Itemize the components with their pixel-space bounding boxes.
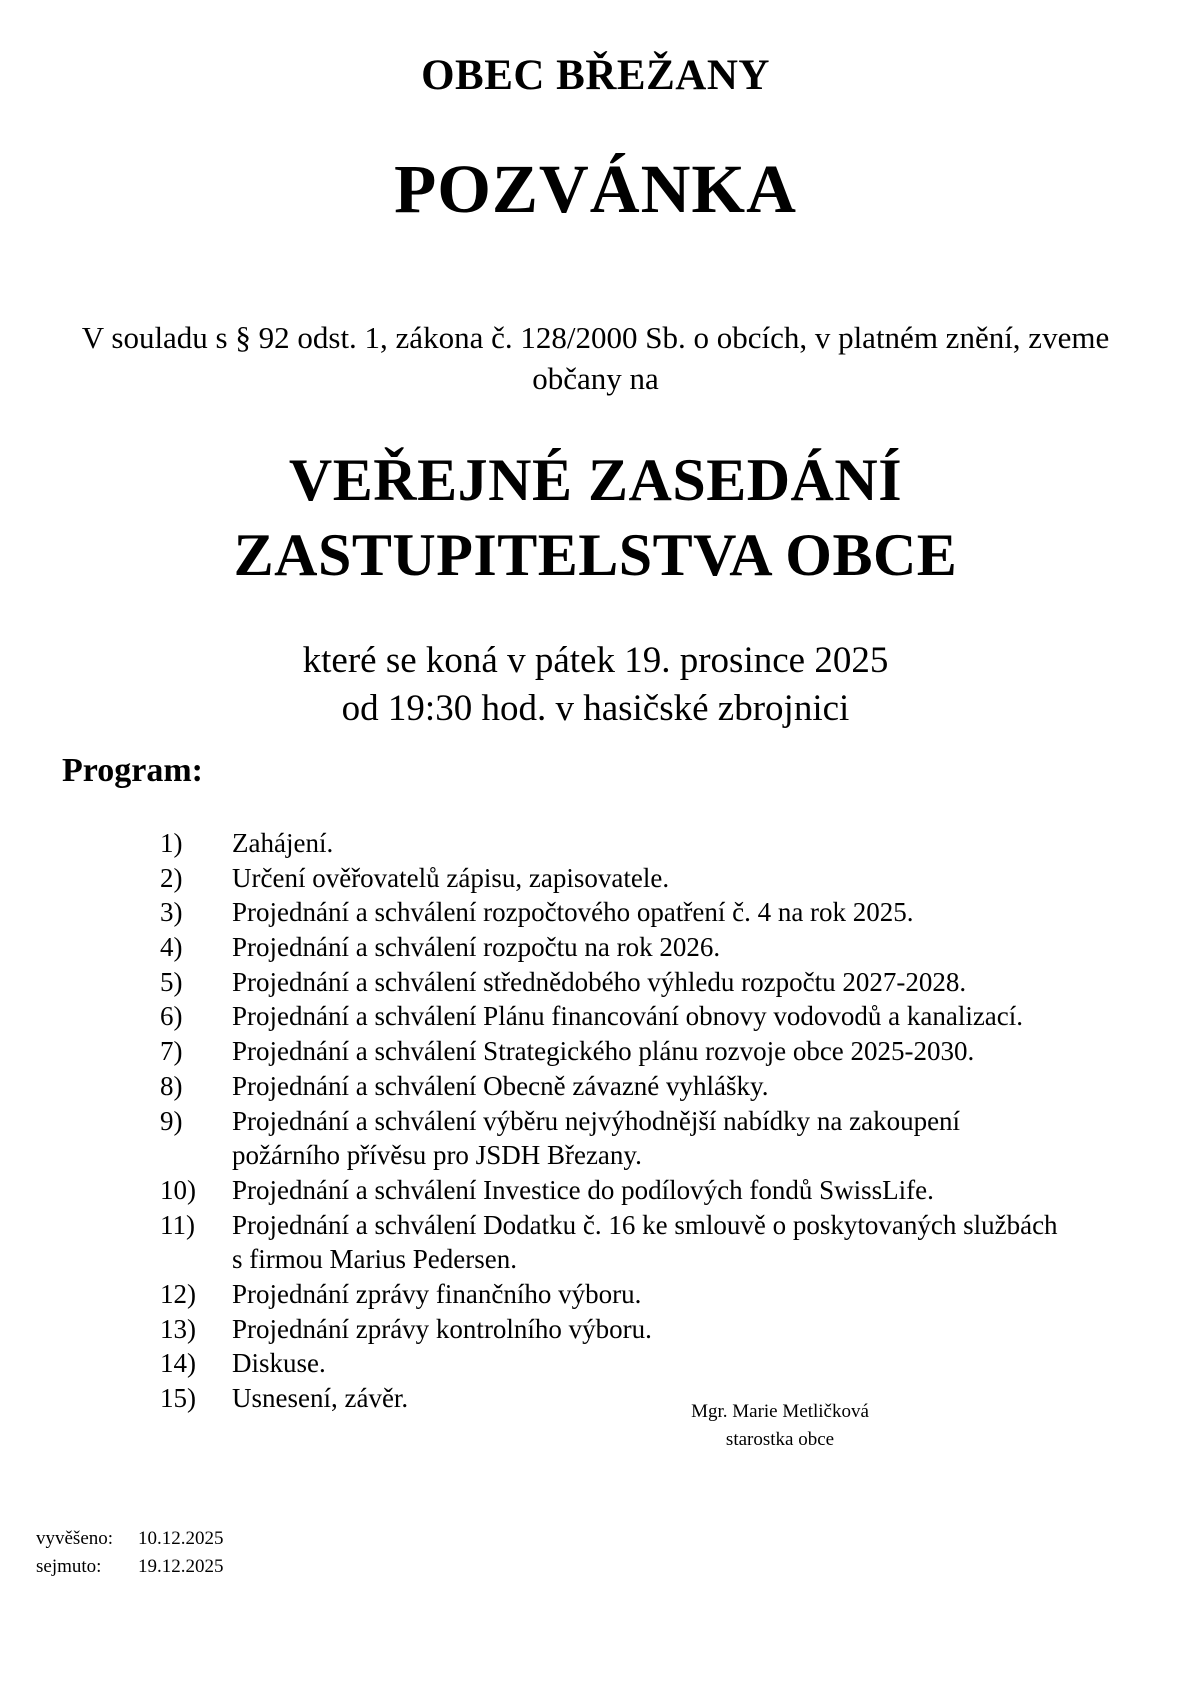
program-label: Program:	[62, 752, 203, 789]
signature-block	[560, 1398, 1000, 1453]
program-item	[160, 895, 1060, 930]
program-item	[160, 1277, 1060, 1312]
program-item-text: Projednání a schválení Plánu financování obnovy vodovodů a kanalizací.	[232, 1001, 1024, 1032]
program-item-number: 5)	[160, 966, 183, 997]
program-item-text: Projednání a schválení Strategického plánu rozvoje obce 2025-2030.	[232, 1036, 975, 1067]
posted-date: 10.12.2025	[138, 1528, 224, 1549]
program-list	[160, 826, 1060, 1416]
program-item	[160, 1173, 1060, 1208]
municipality-name: OBEC BŘEŽANY	[421, 52, 770, 99]
program-item-text: Projednání zprávy finančního výboru.	[232, 1278, 642, 1309]
program-item-number: 14)	[160, 1348, 196, 1379]
program-item-number: 7)	[160, 1036, 183, 1067]
program-item	[160, 1208, 1060, 1277]
program-item	[160, 999, 1060, 1034]
program-item-number: 9)	[160, 1105, 183, 1136]
posted-label: vyvěšeno:	[36, 1528, 114, 1549]
program-item-text: Určení ověřovatelů zápisu, zapisovatele.	[232, 862, 670, 893]
signatory-name: Mgr. Marie Metličková	[691, 1401, 869, 1422]
event-heading	[0, 443, 1191, 593]
program-item-number: 8)	[160, 1070, 183, 1101]
program-item-text: Projednání a schválení střednědobého výhledu rozpočtu 2027-2028.	[232, 966, 967, 997]
program-item-number: 12)	[160, 1278, 196, 1309]
program-item-text: Projednání a schválení Dodatku č. 16 ke smlouvě o poskytovaných službách s firmou Marius Pedersen.	[232, 1209, 1058, 1275]
removed-date: 19.12.2025	[138, 1555, 224, 1577]
program-item-number: 2)	[160, 862, 183, 893]
event-heading-line-2: ZASTUPITELSTVA OBCE	[233, 522, 958, 588]
program-item-text: Diskuse.	[232, 1348, 326, 1379]
program-item	[160, 1034, 1060, 1069]
legal-intro-paragraph: V souladu s § 92 odst. 1, zákona č. 128/2000 Sb. o obcích, v platném znění, zveme občany na	[81, 320, 1110, 396]
program-item	[160, 826, 1060, 861]
program-item	[160, 930, 1060, 965]
document-title: POZVÁNKA	[394, 151, 797, 227]
program-item-text: Projednání a schválení rozpočtového opatření č. 4 na rok 2025.	[232, 897, 914, 928]
program-item-text: Projednání a schválení výběru nejvýhodnější nabídky na zakoupení požárního přívěsu pro JSDH Březany.	[232, 1105, 961, 1171]
program-item-number: 6)	[160, 1001, 183, 1032]
posting-dates-footer	[36, 1525, 224, 1580]
program-item-text: Projednání a schválení Obecně závazné vyhlášky.	[232, 1070, 769, 1101]
event-datetime-location	[0, 637, 1191, 733]
event-date-line: které se koná v pátek 19. prosince 2025	[302, 640, 889, 681]
program-item-number: 4)	[160, 932, 183, 963]
program-item	[160, 1069, 1060, 1104]
removed-row	[36, 1553, 224, 1581]
program-item	[160, 1312, 1060, 1347]
event-heading-line-1: VEŘEJNÉ ZASEDÁNÍ	[288, 447, 903, 513]
program-item	[160, 1104, 1060, 1173]
program-item-text: Usnesení, závěr.	[232, 1383, 409, 1413]
program-item-number: 15)	[160, 1383, 196, 1413]
program-item-number: 10)	[160, 1174, 196, 1205]
program-item-number: 11)	[160, 1209, 195, 1240]
program-item	[160, 1346, 1060, 1381]
program-item	[160, 965, 1060, 1000]
program-item-text: Projednání a schválení Investice do podílových fondů SwissLife.	[232, 1174, 934, 1205]
removed-label: sejmuto:	[36, 1555, 102, 1577]
program-item-text: Zahájení.	[232, 828, 334, 858]
program-item-text: Projednání a schválení rozpočtu na rok 2026.	[232, 932, 721, 963]
program-item-number: 1)	[160, 828, 183, 858]
signatory-role: starostka obce	[725, 1428, 835, 1450]
posted-row	[36, 1525, 224, 1553]
program-item	[160, 861, 1060, 896]
program-item-number: 3)	[160, 897, 183, 928]
program-item-number: 13)	[160, 1313, 196, 1344]
event-time-venue-line: od 19:30 hod. v hasičské zbrojnici	[341, 688, 850, 730]
program-item-text: Projednání zprávy kontrolního výboru.	[232, 1313, 652, 1344]
